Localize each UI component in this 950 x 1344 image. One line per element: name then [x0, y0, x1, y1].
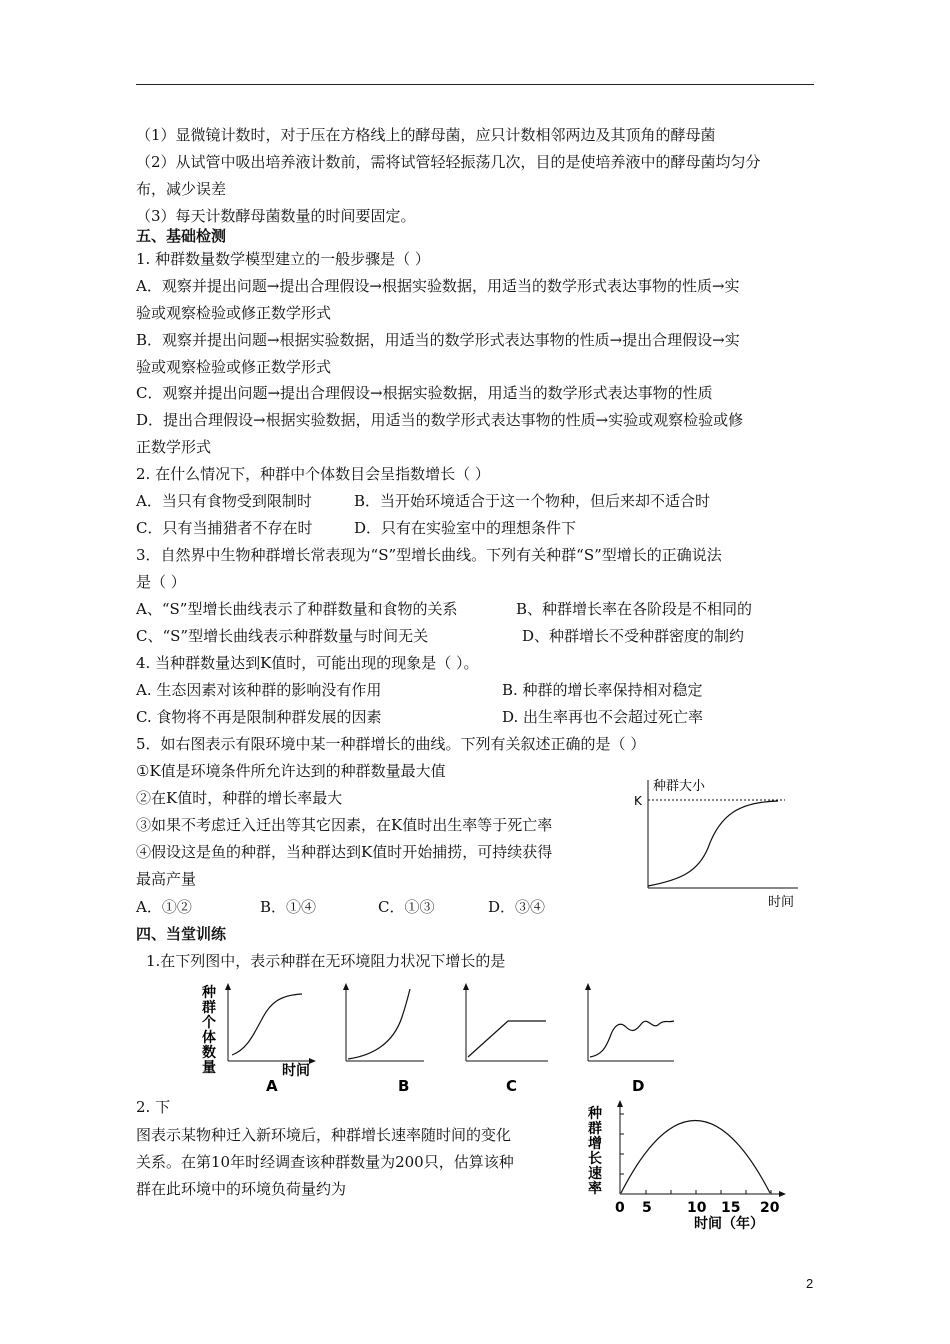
- q1-option-d: D．提出合理假设→根据实验数据，用适当的数学形式表达事物的性质→实验或观察检验或修: [136, 411, 744, 429]
- rate-xtick-15: 15: [721, 1200, 741, 1216]
- s-curve-figure: [620, 768, 810, 913]
- q4-option-d: D. 出生率再也不会超过死亡率: [502, 708, 704, 726]
- graph-ylabel-char-3: 个: [202, 1015, 216, 1031]
- graph-label-b: B: [398, 1077, 410, 1093]
- q2-option-b: B．当开始环境适合于这一个物种，但后来却不适合时: [354, 492, 711, 510]
- note-2: （2）从试管中吸出培养液计数前，需将试管轻轻振荡几次，目的是使培养液中的酵母菌均匀分: [136, 153, 761, 171]
- rate-parabola: [621, 1121, 770, 1194]
- rate-xtick-10: 10: [687, 1200, 707, 1216]
- graph-label-d: D: [632, 1077, 645, 1093]
- q5-statement-3: ③如果不考虑迁入迁出等其它因素，在K值时出生率等于死亡率: [136, 816, 553, 834]
- rate-x-arrow: [779, 1191, 786, 1197]
- graph-b: [343, 983, 424, 1061]
- rate-xtick-0: 0: [615, 1200, 625, 1216]
- q1-option-b-cont: 验或观察检验或修正数学形式: [136, 358, 332, 376]
- note-2-cont: 布，减少误差: [136, 180, 227, 198]
- q4-option-b: B. 种群的增长率保持相对稳定: [502, 681, 703, 699]
- rate-xtick-20: 20: [760, 1200, 780, 1216]
- q5-statement-2: ②在K值时，种群的增长率最大: [136, 789, 343, 807]
- q3-option-a: A、“S”型增长曲线表示了种群数量和食物的关系: [136, 600, 458, 618]
- q3-stem-cont: 是（ ）: [136, 573, 186, 591]
- q4-option-c: C. 食物将不再是限制种群发展的因素: [136, 708, 382, 726]
- graph-ylabel-char-4: 体: [202, 1030, 216, 1046]
- header-rule: [136, 84, 814, 85]
- growth-graphs: [196, 983, 696, 1093]
- q1-stem: 1. 种群数量数学模型建立的一般步骤是（ ）: [136, 250, 430, 268]
- graph-ylabel-char-6: 量: [202, 1060, 216, 1076]
- q5-statement-4: ④假设这是鱼的种群，当种群达到K值时开始捕捞，可持续获得: [136, 843, 553, 861]
- rate-ylabel-char-6: 率: [588, 1181, 602, 1197]
- q5-statement-1: ①K值是环境条件所允许达到的种群数量最大值: [136, 762, 446, 780]
- q2-option-d: D．只有在实验室中的理想条件下: [354, 519, 577, 537]
- rate-xlabel: 时间（年）: [694, 1216, 764, 1232]
- q1-option-d-cont: 正数学形式: [136, 438, 212, 456]
- q2-option-c: C．只有当捕猎者不存在时: [136, 519, 313, 537]
- graph-ylabel-char-1: 种: [202, 985, 216, 1001]
- q4-option-a: A. 生态因素对该种群的影响没有作用: [136, 681, 382, 699]
- s4-q2-line-3: 关系。在第10年时经调查该种群数量为200只，估算该种: [136, 1153, 514, 1171]
- graph-xlabel: 时间: [282, 1063, 310, 1079]
- s4-q1-stem: 1.在下列图中，表示种群在无环境阻力状况下增长的是: [146, 952, 506, 970]
- q2-stem: 2. 在什么情况下，种群中个体数目会呈指数增长（ ）: [136, 465, 490, 483]
- rate-ylabel-char-5: 速: [588, 1166, 602, 1182]
- q1-option-a-cont: 验或观察检验或修正数学形式: [136, 304, 332, 322]
- s-curve-ylabel: 种群大小: [653, 779, 706, 794]
- s-curve: [648, 801, 778, 886]
- page-number: 2: [806, 1276, 814, 1291]
- graph-d: [585, 983, 674, 1061]
- q1-option-a: A．观察并提出问题→提出合理假设→根据实验数据，用适当的数学形式表达事物的性质→实: [136, 277, 740, 295]
- q5-option-d: D．③④: [488, 898, 546, 916]
- graph-ylabel-char-2: 群: [202, 1000, 216, 1016]
- q5-stem: 5．如右图表示有限环境中某一种群增长的曲线。下列有关叙述正确的是（ ）: [136, 735, 646, 753]
- q5-option-c: C．①③: [378, 898, 435, 916]
- q3-option-b: B、种群增长率在各阶段是不相同的: [516, 600, 753, 618]
- s4-q2-line-1: 2. 下: [136, 1098, 171, 1116]
- rate-ylabel-char-2: 群: [588, 1121, 602, 1137]
- graph-label-c: C: [506, 1077, 518, 1093]
- graph-label-a: A: [266, 1077, 278, 1093]
- graph-c: [463, 983, 548, 1061]
- q4-stem: 4. 当种群数量达到K值时，可能出现的现象是（ ）。: [136, 654, 479, 672]
- rate-y-arrow: [617, 1100, 623, 1107]
- section-title-4: 四、当堂训练: [136, 925, 227, 943]
- graph-a: [225, 983, 316, 1064]
- s4-q2-line-2: 图表示某物种迁入新环境后，种群增长速率随时间的变化: [136, 1126, 512, 1144]
- q3-stem: 3．自然界中生物种群增长常表现为“S”型增长曲线。下列有关种群“S”型增长的正确说法: [136, 546, 722, 564]
- q1-option-b: B．观察并提出问题→根据实验数据，用适当的数学形式表达事物的性质→提出合理假设→实: [136, 331, 740, 349]
- rate-ylabel-char-1: 种: [588, 1106, 602, 1122]
- q5-option-a: A．①②: [136, 898, 192, 916]
- q2-option-a: A．当只有食物受到限制时: [136, 492, 312, 510]
- q3-option-d: D、种群增长不受种群密度的制约: [522, 627, 745, 645]
- note-1: （1）显微镜计数时，对于压在方格线上的酵母菌，应只计数相邻两边及其顶角的酵母菌: [136, 126, 716, 144]
- rate-xtick-5: 5: [642, 1200, 652, 1216]
- rate-ylabel-char-3: 增: [588, 1136, 602, 1152]
- graph-ylabel-char-5: 数: [202, 1045, 216, 1061]
- k-label: K: [634, 794, 642, 808]
- q3-option-c: C、“S”型增长曲线表示种群数量与时间无关: [136, 627, 429, 645]
- q5-statement-4-cont: 最高产量: [136, 870, 197, 888]
- growth-rate-figure: [584, 1100, 814, 1232]
- q5-option-b: B．①④: [260, 898, 317, 916]
- s-curve-xlabel: 时间: [768, 895, 795, 910]
- rate-ylabel-char-4: 长: [588, 1151, 602, 1167]
- note-3: （3）每天计数酵母菌数量的时间要固定。: [136, 207, 416, 225]
- s4-q2-line-4: 群在此环境中的环境负荷量约为: [136, 1180, 347, 1198]
- q1-option-c: C．观察并提出问题→提出合理假设→根据实验数据，用适当的数学形式表达事物的性质: [136, 384, 713, 402]
- section-title-5: 五、基础检测: [136, 227, 227, 245]
